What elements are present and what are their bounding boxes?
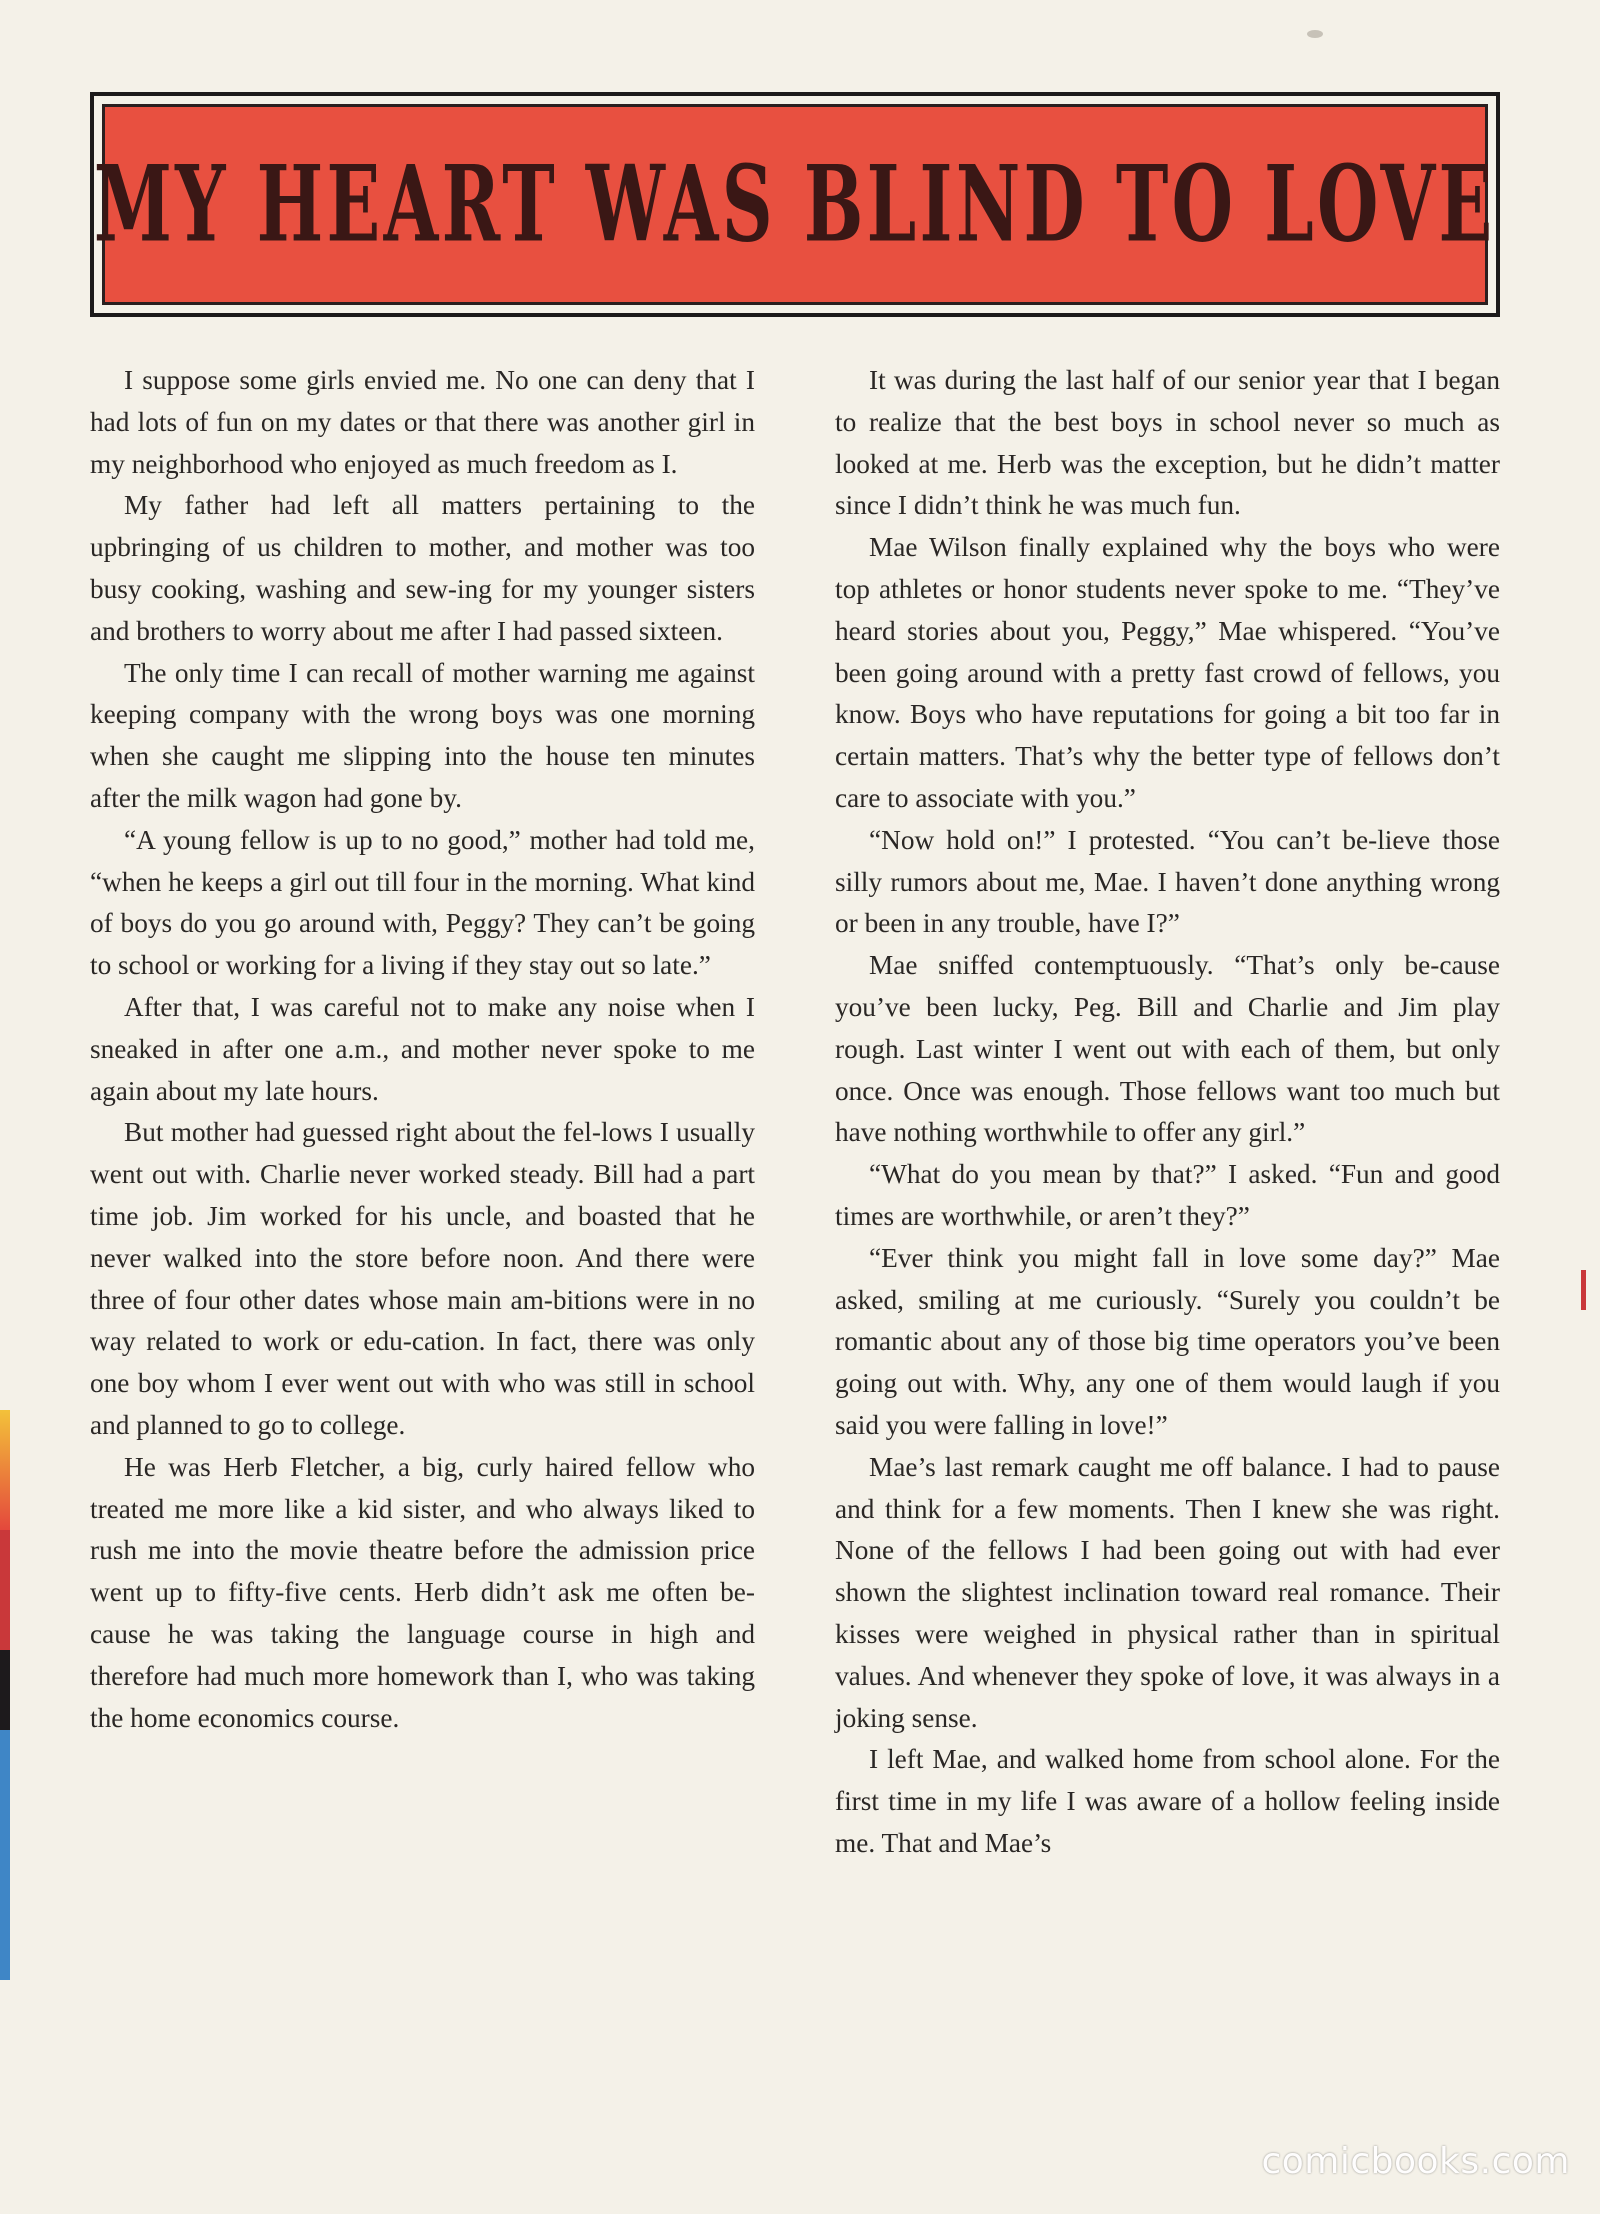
title-banner-frame	[90, 92, 1500, 317]
paragraph: “What do you mean by that?” I asked. “Fun and good times are worthwhile, or aren’t they?”	[835, 1159, 1500, 1231]
paragraph: It was during the last half of our senior year that I began to realize that the best boys in school never so much as looked at me. Herb was the exception, but he didn’t matter since I didn’t think he was much fun.	[835, 365, 1500, 521]
paragraph: But mother had guessed right about the fel-lows I usually went out with. Charlie never worked steady. Bill had a part time job. Jim worked for his uncle, and boasted that he never walked into the store before noon. And there were three of four other dates whose main am-bitions were in no way related to work or edu-cation. In fact, there was only one boy whom I ever went out with who was still in school and planned to go to college.	[90, 1117, 755, 1440]
edge-color-bleed	[0, 1530, 10, 1650]
paragraph: “Ever think you might fall in love some day?” Mae asked, smiling at me curiously. “Surely you couldn’t be romantic about any of those big time operators you’ve been going out with. Why, any one of them would laugh if you said you were falling in love!”	[835, 1242, 1500, 1440]
paragraph: Mae Wilson finally explained why the boys who were top athletes or honor students never spoke to me. “They’ve heard stories about you, Peggy,” Mae whispered. “You’ve been going around with a pretty fast crowd of fellows, you know. Boys who have reputations for going a bit too far in certain matters. That’s why the better type of fellows don’t care to associate with you.”	[835, 532, 1500, 813]
edge-color-bleed	[0, 1730, 10, 1980]
paragraph: Mae sniffed contemptuously. “That’s only be-cause you’ve been lucky, Peg. Bill and Charlie and Jim play rough. Last winter I went out with each of them, but only once. Once was enough. Those fellows want too much but have nothing worthwhile to offer any girl.”	[835, 950, 1500, 1148]
print-mark	[1581, 1270, 1586, 1310]
paragraph: My father had left all matters pertaining to the upbringing of us children to mother, and mother was too busy cooking, washing and sew-ing for my younger sisters and brothers to worry about me after I had passed sixteen.	[90, 490, 755, 646]
edge-color-bleed	[0, 1410, 10, 1530]
left-column	[90, 360, 755, 1739]
paragraph: Mae’s last remark caught me off balance. I had to pause and think for a few moments. Then I knew she was right. None of the fellows I had been going out with had ever shown the slightest inclination toward real romance. Their kisses were weighed in physical rather than in spiritual values. And whenever they spoke of love, it was always in a joking sense.	[835, 1451, 1500, 1733]
paragraph: I suppose some girls envied me. No one can deny that I had lots of fun on my dates or that there was another girl in my neighborhood who enjoyed as much freedom as I.	[90, 365, 755, 479]
site-watermark: comicbooks.com	[1261, 2141, 1570, 2182]
paragraph: After that, I was careful not to make any noise when I sneaked in after one a.m., and mother never spoke to me again about my late hours.	[90, 991, 755, 1106]
edge-color-bleed	[0, 1650, 10, 1730]
print-speck	[1307, 30, 1323, 38]
paragraph: “A young fellow is up to no good,” mother had told me, “when he keeps a girl out till four in the morning. What kind of boys do you go around with, Peggy? They can’t be going to school or working for a living if they stay out so late.”	[90, 824, 755, 981]
story-title: MY HEART WAS BLIND TO LOVE	[94, 142, 1496, 267]
paragraph: The only time I can recall of mother warning me against keeping company with the wrong boys was one morning when she caught me slipping into the house ten minutes after the milk wagon had gone by.	[90, 657, 755, 813]
title-banner	[94, 104, 1496, 305]
paragraph: I left Mae, and walked home from school alone. For the first time in my life I was aware of a hollow feeling inside me. That and Mae’s	[835, 1744, 1500, 1858]
paragraph: “Now hold on!” I protested. “You can’t be-lieve those silly rumors about me, Mae. I haven’t done anything wrong or been in any trouble, have I?”	[835, 824, 1500, 939]
right-column	[835, 360, 1500, 1865]
paragraph: He was Herb Fletcher, a big, curly haired fellow who treated me more like a kid sister, and who always liked to rush me into the movie theatre before the admission price went up to fifty-five cents. Herb didn’t ask me often be-cause he was taking the language course in high and therefore had much more homework than I, who was taking the home economics course.	[90, 1451, 755, 1733]
